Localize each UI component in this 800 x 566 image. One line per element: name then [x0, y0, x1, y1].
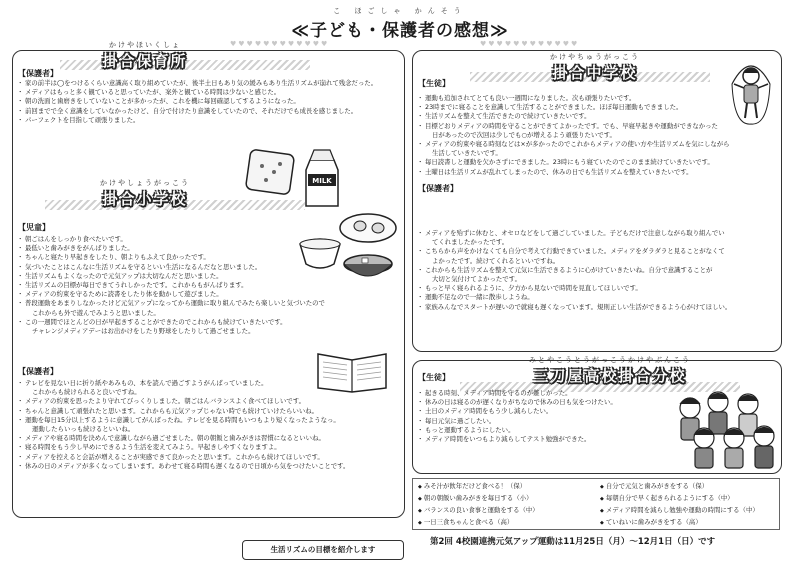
list-item: ・ ちゃんと寝たり早起きをしたり、朝よりもふえて良かったです。: [18, 253, 325, 262]
list-item: ・ 土日のメディア時間をもう少し減らしたい。: [418, 407, 617, 416]
list-item: ・ 目標どおりメディアの時間を守ることができてよかったです。でも、早寝早起きや運動ができなかった: [418, 122, 730, 131]
hearts-decoration-left: ♥♥♥♥♥♥♥♥♥♥♥♥: [230, 40, 330, 48]
goal-item: ◆ 一日三食ちゃんと食べる（高）: [418, 517, 513, 526]
nursery-ruby: かけやほいくしょ: [109, 41, 181, 49]
hs-ruby: みとやこうとうがっこうかけやぶんこう: [529, 356, 691, 364]
list-item: ・ パーフェクトを目指して頑張りました。: [18, 116, 400, 125]
toast-icon: [245, 149, 294, 195]
list-item: ・ 普段運動をあまりしなかったけど元気アップになってから運動に取り組んでみたら楽しいと気づいたので: [18, 299, 325, 308]
section-label: 【保護者】: [18, 367, 58, 376]
hearts-decoration-right: ♥♥♥♥♥♥♥♥♥♥♥♥: [480, 40, 580, 48]
goal-item: ◆ メディア時間を減らし勉強や運動の時間にする（中）: [600, 505, 759, 514]
jhs-ruby: かけやちゅうがっこう: [550, 53, 640, 61]
hs-title: 三刀屋高校掛合分校: [533, 367, 687, 385]
list-item: ・ これからも生活リズムを整えて元気に生活できるように心がけていきたいね。自分で意識することが: [418, 266, 731, 275]
list-item: ・ メディアを殆ずに休むと、オセロなどをして過ごしていました。子どもだけで注意しながら取り組んでい: [418, 229, 731, 238]
jhs-banner: [520, 52, 670, 83]
list-item: ・ 生活リズムの目標が毎日できてうれしかったです。これからもがんばります。: [18, 281, 325, 290]
list-item: 運動したらいっも続けるといいね。: [32, 425, 135, 434]
milk-carton-icon: [306, 150, 338, 206]
list-item: ・ 運動を毎日15分以上するように意識してがんばったね。テレビを見る時間もいつもより短くなったようなっ。: [18, 416, 349, 425]
list-item: ・ 休みの日は寝るのが遅くなりがちなので休みの日も気をつけたい。: [418, 398, 617, 407]
children-icon: [672, 386, 780, 472]
list-item: ・ 土曜日は生活リズムが乱れてしまったので、休みの日でも生活リズムを整えていきたいです。: [418, 168, 730, 177]
elementary-title: 掛合小学校: [102, 190, 188, 208]
jhs-parent-comments: [418, 229, 731, 312]
list-item: チャレンジメディアデーはお出かけをしたり野球をしたりして過ごせました。: [32, 327, 255, 336]
list-item: ・ メディアの約束を守るために読書をしたり体を動かして遊びました。: [18, 290, 325, 299]
list-item: ・ もっと運動するようにしたい。: [418, 426, 617, 435]
list-item: ・ 毎日元気に過ごしたい。: [418, 417, 617, 426]
list-item: ・ 生活リズムを整えて生活できたので続けていきたいです。: [418, 112, 730, 121]
elementary-banner: [70, 178, 220, 209]
goal-item: ◆ みそ汁が飲年だけど食べる！（保）: [418, 481, 526, 490]
list-item: ・ 運動も追加されてとても良い一週間になりました。次も頑張りたいです。: [418, 94, 730, 103]
list-item: ・ メディアはもっと多く観ていると思っていたが、案外と観ている時間は少ないと感じた。: [18, 88, 400, 97]
goal-callout: 生活リズムの目標を紹介します: [242, 540, 404, 560]
list-item: ・ テレビを見ない日に折り紙やあみもの、本を読んで過ごすようがんばっていました。: [18, 379, 349, 388]
list-item: ・ 前回までで全く意識をしていなかったけど、自分で付けたり意識をしていたので、それだけでも成長を感じました。: [18, 107, 400, 116]
list-item: ・ メディア時間をいつもより減らしてテスト勉強ができた。: [418, 435, 617, 444]
list-item: ・ 23時までに寝ることを意識して生活することができました。ほぼ毎日運動もできました。: [418, 103, 730, 112]
list-item: 日があったので次回は少しでも○が増えるよう頑張りたいです。: [432, 130, 616, 139]
elementary-comments: [18, 235, 325, 336]
goal-item: ◆ バランスの良い食事と運動をする（中）: [418, 505, 539, 514]
goal-item: ◆ 毎朝自分で早く起きられるようにする（中）: [600, 493, 734, 502]
list-item: ・ 最低いと歯みがきをがんばりました。: [18, 244, 325, 253]
list-item: ・ こちらから声をかけなくても自分で考えて行動できていました。メディアをダラダラと見ることがなくて: [418, 247, 731, 256]
page-title-ruby: こ ほごしゃ かんそう: [333, 7, 467, 15]
section-label: 【生徒】: [418, 79, 450, 88]
list-item: 大切と気付けてよかったです。: [432, 275, 521, 284]
milk-label: MILK: [312, 177, 332, 185]
hs-comments: [418, 389, 617, 444]
nursery-title: 掛合保育所: [102, 52, 188, 70]
list-item: ・ 休みの日のメディアが多くなってしまいます。あわせて寝る時間も遅くなるので日頃から気をつけたいことです。: [18, 462, 349, 471]
jhs-student-comments: [418, 94, 730, 177]
goal-item: ◆ 朝の朝飯い歯みがきを毎日する（小）: [418, 493, 533, 502]
list-item: 生活していきたいです。: [432, 149, 502, 158]
list-item: ・ 寝る時間をもう少し早めにできるよう生活を変えてみよう。早起きしやすくなりますよ。: [18, 443, 349, 452]
section-label: 【児童】: [18, 223, 50, 232]
list-item: ・ メディアの約束を思ったより守れてびっくりしました。朝ごはんバランスよく食べてほしいです。: [18, 397, 349, 406]
list-item: ・ 気づいたことはこんなに生活リズムを守るといい生活になるんだなと思いました。: [18, 263, 325, 272]
section-label: 【保護者】: [418, 184, 458, 193]
list-item: ・ ちゃんと意識して頑張れたと思います。これからも元気アップじゃない時でも続けていけたらいいね。: [18, 407, 349, 416]
list-item: ・ メディアを控えると会話が増えることが実感できて良かったと思います。これからも続けてほしいです。: [18, 453, 349, 462]
page-title: [0, 6, 800, 41]
list-item: ・ 起きる時刻、メディア時間を守るのが難しかった。: [418, 389, 617, 398]
list-item: これからも続けられると良いですね。: [32, 388, 141, 397]
list-item: ・ メディアの約束や寝る時刻などは×が多かったのでこれからメディアの使い方や生活リズムを気にしながら: [418, 140, 730, 149]
list-item: よかったです。続けてくれるといいですね。: [432, 256, 560, 265]
list-item: ・ もっと早く寝られるように、夕方から見ないで時間を見直してほしいです。: [418, 284, 731, 293]
jhs-title: 掛合中学校: [552, 64, 638, 82]
campaign-note: 第2回 4校園連携元気アップ運動は11月25日（月）～12月1日（日）です: [430, 537, 716, 547]
list-item: これからも外で遊んでみようと思いました。: [32, 308, 160, 317]
list-item: ・ 運動不足なので一緒に散歩しようね。: [418, 293, 731, 302]
list-item: ・ 朝ごはんをしっかり食べたいです。: [18, 235, 325, 244]
elementary-ruby: かけやしょうがっこう: [100, 179, 190, 187]
list-item: ・ 家の前半は◯をつけるくらい意識高く取り組めていたが、後半土日もあり気の緩みもあり生活リズムが崩れて残念だった。: [18, 79, 400, 88]
goal-item: ◆ 自分で元気と歯みがきをする（保）: [600, 481, 708, 490]
page-title-text: ≪子ども・保護者の感想≫: [291, 21, 509, 41]
nursery-banner: [70, 40, 220, 71]
hs-banner: [500, 355, 720, 386]
list-item: てくれましたかったです。: [432, 238, 509, 247]
section-label: 【生徒】: [418, 373, 450, 382]
list-item: ・ 毎日読書しと運動を欠かさずにできました。23時にもう寝ていたのでこのまま続けていきたいです。: [418, 158, 730, 167]
soup-bowl-icon: [344, 255, 392, 276]
goal-item: ◆ ていねいに歯みがきをする（高）: [600, 517, 702, 526]
nursery-comments: [18, 79, 400, 125]
list-item: ・ 生活リズムもよくなったので元気アップは大切なんだと思いました。: [18, 272, 325, 281]
elementary-parent-comments: [18, 379, 349, 471]
list-item: ・ この一週間でほとんどの日が早起きすることができたのでこれからも続けていきたいです。: [18, 318, 325, 327]
section-label: 【保護者】: [18, 69, 58, 78]
jump-rope-icon: [726, 56, 776, 128]
fried-eggs-icon: [340, 214, 396, 242]
list-item: ・ 朝の洗面と歯磨きをしていないことが多かったが、これを機に毎回確認してするようになった。: [18, 97, 400, 106]
list-item: ・ 家族みんなでスタートが遅いので就寝も遅くなっています。規則正しい生活ができるよう心がけてほしい。: [418, 303, 731, 312]
list-item: ・ メディアや寝る時間を決めんで意識しながら過ごせました。朝の朝飯と歯みがきは習慣になるといいね。: [18, 434, 349, 443]
